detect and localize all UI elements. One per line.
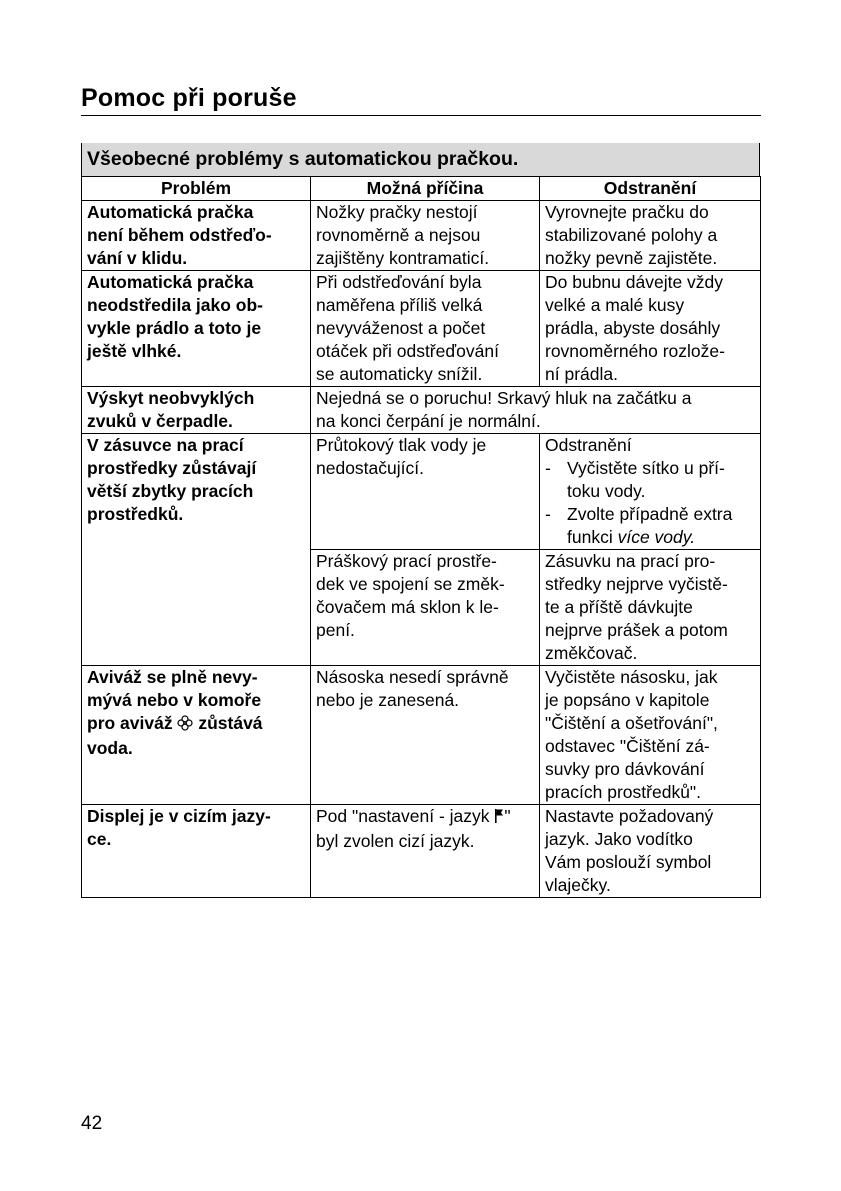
column-header-remedy: Odstranění (540, 177, 761, 201)
text-line: středky nejprve vyčistě- (545, 574, 728, 594)
cause-cell (311, 666, 540, 805)
text-line: dek ve spojení se změk- (316, 574, 505, 594)
text-line: Vyrovnejte pračku do (545, 202, 709, 222)
text-line: byl zvolen cizí jazyk. (316, 831, 475, 851)
text-line: otáček při odstřeďování (316, 341, 499, 361)
text-line: Násoska nesedí správně (316, 667, 509, 687)
text-line (567, 526, 760, 549)
text-line: te a příště dávkujte (545, 597, 693, 617)
table-row (82, 271, 761, 387)
page-number: 42 (81, 1113, 103, 1134)
text-line: Nejedná se o poruchu! Srkavý hluk na začátku a (316, 388, 692, 408)
cause-cell (311, 271, 540, 387)
text-line: větší zbytky pracích (87, 481, 254, 501)
emphasis-text: více vody. (617, 527, 696, 547)
text-line: nožky pevně zajistěte. (545, 248, 718, 268)
text-line: voda. (87, 738, 133, 758)
text-line: stabilizované polohy a (545, 225, 718, 245)
table-row (82, 434, 761, 550)
text-line: se automaticky snížil. (316, 364, 483, 384)
text-line: Aviváž se plně nevy- (87, 667, 258, 687)
remedy-bullet (545, 503, 760, 549)
table-row (82, 805, 761, 898)
column-header-problem: Problém (82, 177, 311, 201)
text-line: toku vody. (567, 481, 646, 501)
text-line: V zásuvce na prací (87, 435, 244, 455)
table-row (82, 201, 761, 271)
text-line: není během odstřeďo- (87, 225, 272, 245)
dash-marker: - (545, 504, 551, 524)
text-line: velké a malé kusy (545, 295, 685, 315)
text-line: ce. (87, 829, 112, 849)
text-line: Automatická pračka (87, 272, 254, 292)
text-line: prostředky zůstávají (87, 458, 257, 478)
page-title: Pomoc při poruše (81, 84, 297, 112)
text-line: zajištěny kontramaticí. (316, 248, 490, 268)
text-line: je popsáno v kapitole (545, 690, 710, 710)
text-line: rovnoměrného rozlože- (545, 341, 725, 361)
remedy-cell (540, 434, 761, 550)
text-line (87, 712, 310, 737)
text-line: Zvolte případně extra (567, 504, 733, 524)
title-divider (81, 115, 761, 116)
text-line: Displej je v cizím jazy- (87, 806, 271, 826)
cause-cell (311, 805, 540, 898)
dash-marker: - (545, 458, 551, 478)
cause-cell (311, 434, 540, 550)
cause-remedy-merged-cell (311, 387, 761, 434)
column-header-cause: Možná příčina (311, 177, 540, 201)
text-line: nejprve prášek a potom (545, 620, 728, 640)
remedy-cell (540, 550, 761, 666)
text-line: jazyk. Jako vodítko (545, 829, 693, 849)
text-line: pracích prostředků". (545, 782, 702, 802)
text-fragment: pro aviváž (87, 713, 178, 733)
problem-cell (82, 434, 311, 666)
text-line: Nastavte požadovaný (545, 806, 714, 826)
cause-cell (311, 201, 540, 271)
problem-cell (82, 666, 311, 805)
text-line: ještě vlhké. (87, 341, 182, 361)
remedy-cell (540, 201, 761, 271)
text-line: nedostačující. (316, 458, 424, 478)
text-line: změkčovač. (545, 643, 638, 663)
text-line: Odstranění (545, 435, 632, 455)
text-line: Při odstřeďování byla (316, 272, 482, 292)
text-line: prádla, abyste dosáhly (545, 318, 721, 338)
text-line: Automatická pračka (87, 202, 254, 222)
text-line: "Čištění a ošetřování", (545, 713, 718, 733)
text-line: Vyčistěte násosku, jak (545, 667, 718, 687)
text-line: pení. (316, 620, 355, 640)
text-line: suvky pro dávkování (545, 759, 705, 779)
text-line: vání v klidu. (87, 248, 188, 268)
text-line: prostředků. (87, 504, 184, 524)
troubleshooting-table (81, 176, 761, 898)
text-line: vlaječky. (545, 875, 611, 895)
text-line: Zásuvku na prací pro- (545, 551, 716, 571)
remedy-bullet (545, 457, 760, 503)
table-row (82, 387, 761, 434)
text-line: mývá nebo v komoře (87, 690, 262, 710)
text-line: naměřena příliš velká (316, 295, 483, 315)
problem-cell (82, 387, 311, 434)
text-line: odstavec "Čištění zá- (545, 736, 710, 756)
text-line: Průtokový tlak vody je (316, 435, 487, 455)
text-fragment: funkci (567, 527, 618, 547)
remedy-cell (540, 805, 761, 898)
text-line: na konci čerpání je normální. (316, 411, 541, 431)
text-fragment: zůstává (193, 713, 263, 733)
text-line: Práškový prací prostře- (316, 551, 497, 571)
problem-cell (82, 805, 311, 898)
text-fragment: Pod "nastavení - jazyk (316, 806, 495, 826)
text-line: zvuků v čerpadle. (87, 411, 233, 431)
text-line: Do bubnu dávejte vždy (545, 272, 724, 292)
text-line: ní prádla. (545, 364, 618, 384)
problem-cell (82, 201, 311, 271)
table-row (82, 666, 761, 805)
section-title: Všeobecné problémy s automatickou pračkou. (81, 143, 760, 176)
text-line: Vyčistěte sítko u pří- (567, 458, 725, 478)
problem-cell (82, 271, 311, 387)
text-line: rovnoměrně a nejsou (316, 225, 481, 245)
cause-cell (311, 550, 540, 666)
remedy-cell (540, 271, 761, 387)
table-header-row (82, 177, 761, 201)
text-line: Vám poslouží symbol (545, 852, 712, 872)
flower-icon (177, 714, 193, 737)
text-line: Výskyt neobvyklých (87, 388, 255, 408)
text-line: nebo je zanesená. (316, 690, 460, 710)
text-line: Nožky pračky nestojí (316, 202, 478, 222)
text-line (316, 805, 539, 830)
text-line: nevyváženost a počet (316, 318, 486, 338)
flag-icon (494, 807, 504, 830)
remedy-cell (540, 666, 761, 805)
text-line: čovačem má sklon k le- (316, 597, 499, 617)
text-line: neodstředila jako ob- (87, 295, 263, 315)
text-line: vykle prádlo a toto je (87, 318, 262, 338)
text-fragment: " (504, 806, 511, 826)
